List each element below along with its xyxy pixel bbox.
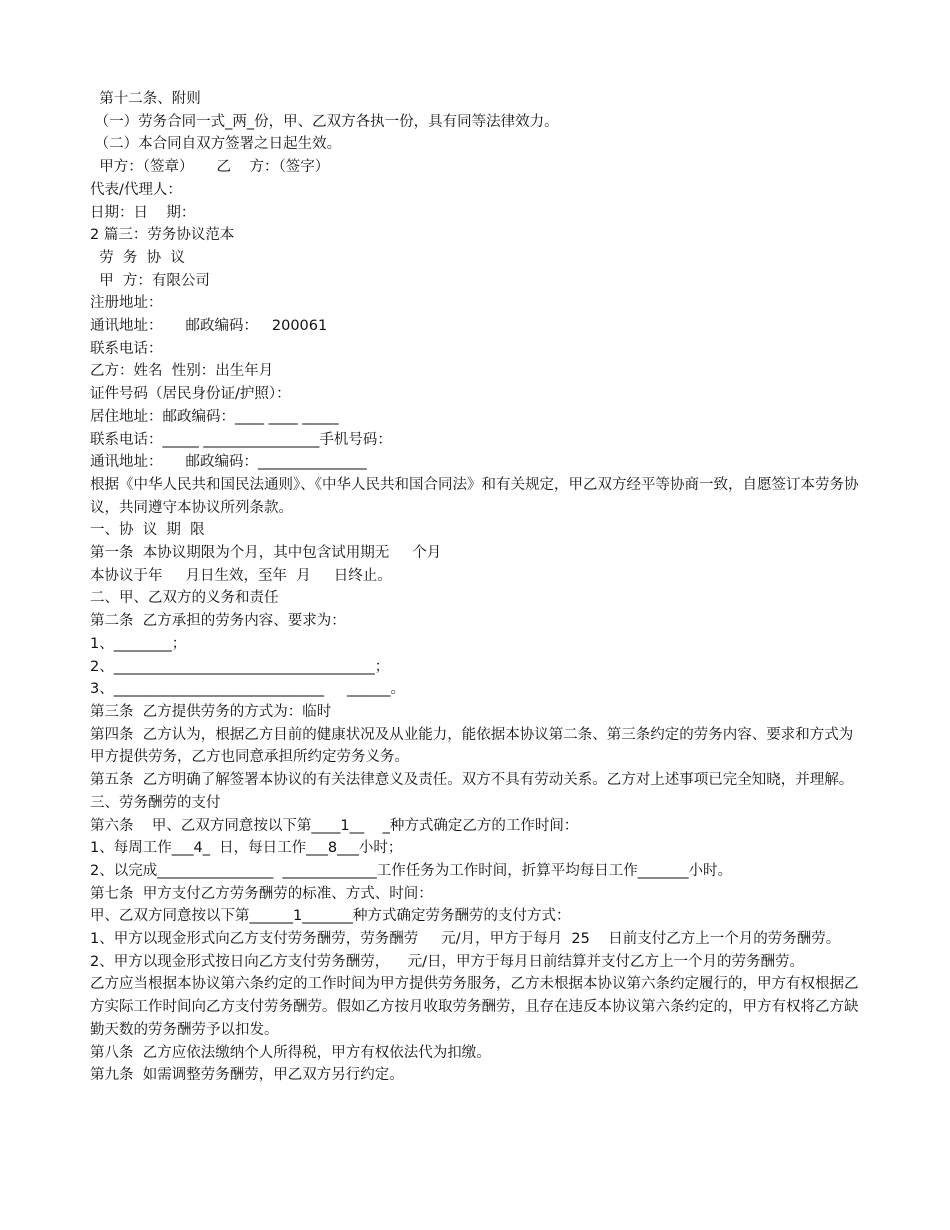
article-7-item-2: 2、甲方以现金形式按日向乙方支付劳务酬劳， 元/日，甲方于每月日前结算并支付乙方上一个月的劳务酬劳。 — [90, 953, 805, 970]
phone-b: 联系电话：_____ ________________手机号码： — [90, 431, 392, 448]
party-a-name: 甲 方：有限公司 — [90, 272, 210, 289]
phone-a: 联系电话： — [90, 340, 163, 357]
article-6-item-1: 1、每周工作___4_ 日，每日工作___8___小时； — [90, 840, 403, 857]
section-title-part-3: 2 篇三：劳务协议范本 — [90, 227, 235, 244]
id-number: 证件号码（居民身份证/护照）： — [90, 386, 291, 403]
article-7: 第七条 甲方支付乙方劳务酬劳的标准、方式、时间： — [90, 885, 433, 902]
document-body — [90, 88, 865, 1087]
article-9: 第九条 如需调整劳务酬劳，甲乙双方另行约定。 — [90, 1067, 404, 1084]
registered-address: 注册地址： — [90, 295, 163, 312]
mailing-address-b: 通讯地址： 邮政编码：_______________ — [90, 454, 367, 471]
signature-line: 甲方：（签章） 乙 方：（签字） — [90, 159, 330, 176]
article-1: 第一条 本协议期限为个月，其中包含试用期无 个月 — [90, 545, 442, 562]
mailing-address-a: 通讯地址： 邮政编码： 200061 — [90, 318, 328, 335]
article-2-item-1: 1、________； — [90, 635, 187, 652]
section-heading-term: 一、协 议 期 限 — [90, 522, 205, 539]
clause-copies: （一）劳务合同一式_两_份，甲、乙双方各执一份，具有同等法律效力。 — [90, 113, 559, 130]
representative-line: 代表/代理人： — [90, 181, 182, 198]
residence-address: 居住地址：邮政编码：____ ____ _____ — [90, 408, 339, 425]
article-2-item-2: 2、____________________________________； — [90, 658, 390, 675]
party-b-info: 乙方：姓名 性别：出生年月 — [90, 363, 274, 380]
agreement-title: 劳 务 协 议 — [90, 249, 185, 266]
article-5: 第五条 乙方明确了解签署本协议的有关法律意义及责任。双方不具有劳动关系。乙方对上述事项已完全知晓，并理解。三、劳务酬劳的支付 — [90, 772, 854, 811]
clause-effective-date: （二）本合同自双方签署之日起生效。 — [90, 136, 342, 153]
section-heading-obligations: 二、甲、乙双方的义务和责任 — [90, 590, 279, 607]
article-2: 第二条 乙方承担的劳务内容、要求为： — [90, 613, 346, 630]
article-2-item-3: 3、_____________________________ ______。 — [90, 681, 406, 698]
date-line: 日期：日 期： — [90, 204, 196, 221]
article-7-item-1: 1、甲方以现金形式向乙方支付劳务酬劳，劳务酬劳 元/月，甲方于每月 25 日前支付乙方上一个月的劳务酬劳。 — [90, 931, 841, 948]
article-3: 第三条 乙方提供劳务的方式为：临时 — [90, 703, 332, 720]
article-7-method: 甲、乙双方同意按以下第______1_______种方式确定劳务酬劳的支付方式： — [90, 908, 571, 925]
article-8: 第八条 乙方应依法缴纳个人所得税，甲方有权依法代为扣缴。 — [90, 1044, 491, 1061]
article-6: 第六条 甲、乙双方同意按以下第____1__ _种方式确定乙方的工作时间： — [90, 817, 579, 834]
article-1-dates: 本协议于年 月日生效，至年 月 日终止。 — [90, 567, 392, 584]
article-6-item-2: 2、以完成________________ _____________工作任务为工作时间，折算平均每日工作_______小时。 — [90, 862, 732, 879]
section-heading-article-12: 第十二条、附则 — [90, 91, 201, 107]
preamble-paragraph: 根据《中华人民共和国民法通则》、《中华人民共和国合同法》和有关规定，甲乙双方经平等协商一致，自愿签订本劳务协议，共同遵守本协议所列条款。 — [90, 476, 859, 516]
article-4: 第四条 乙方认为，根据乙方目前的健康状况及从业能力，能依据本协议第二条、第三条约定的劳务内容、要求和方式为甲方提供劳务，乙方也同意承担所约定劳务义务。 — [90, 726, 854, 766]
article-7-note: 乙方应当根据本协议第六条约定的工作时间为甲方提供劳务服务，乙方未根据本协议第六条约定履行的，甲方有权根据乙方实际工作时间向乙方支付劳务酬劳。假如乙方按月收取劳务酬劳，且存在违反本协议第六条约定的，甲方有权将乙方缺勤天数的劳务酬劳予以扣发。 — [90, 976, 859, 1038]
